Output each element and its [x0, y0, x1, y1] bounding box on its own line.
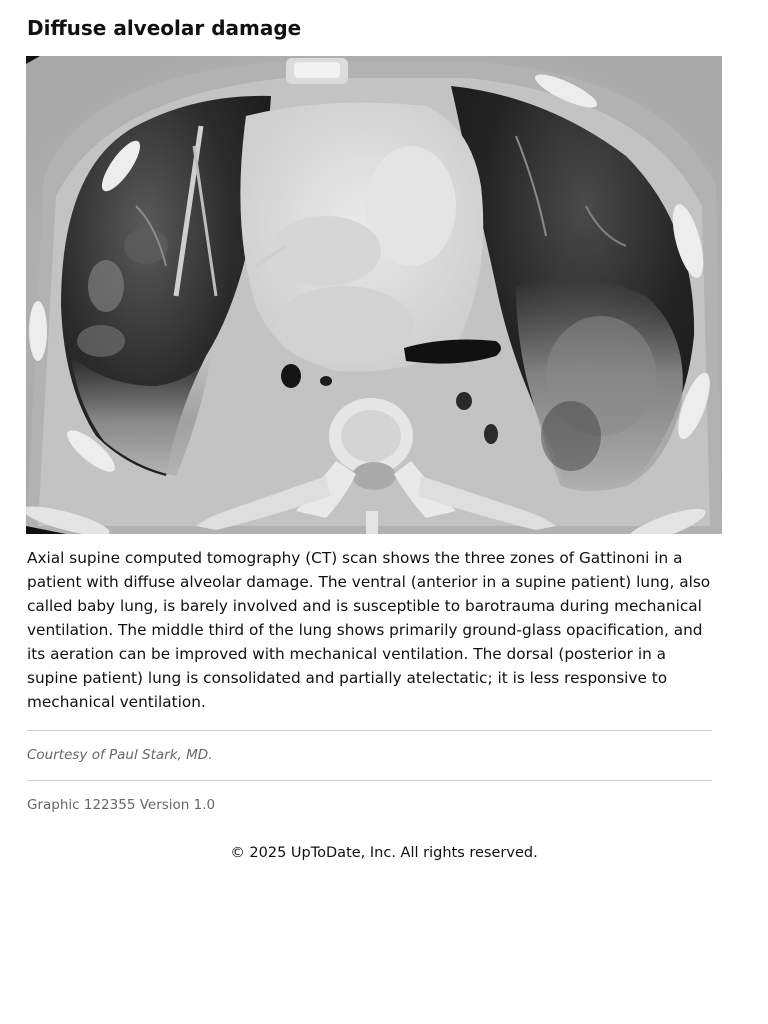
ct-scan-image: [26, 56, 722, 534]
graphic-version: Graphic 122355 Version 1.0: [27, 797, 216, 813]
figure-caption: Axial supine computed tomography (CT) scan shows the three zones of Gattinoni in a patient with diffuse alveolar damage. The ventral (anterior in a supine patient) lung, also called baby lung, is barely involved and is susceptible to barotrauma during mechanical ventilation. The middle third of the lung shows primarily ground-glass opacification, and its aeration can be improved with mechanical ventilation. The dorsal (posterior in a supine patient) lung is consolidated and partially atelectatic; it is less responsive to mechanical ventilation.: [27, 549, 711, 711]
divider: [27, 780, 712, 781]
image-credit: Courtesy of Paul Stark, MD.: [27, 747, 213, 763]
page-title: Diffuse alveolar damage: [27, 16, 302, 40]
divider: [27, 730, 712, 731]
copyright-notice: © 2025 UpToDate, Inc. All rights reserved.: [230, 845, 538, 861]
